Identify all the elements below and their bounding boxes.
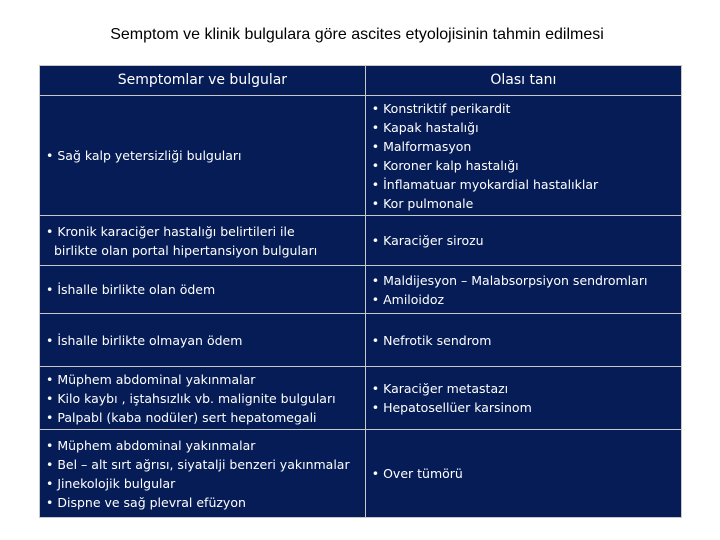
diagnosis-item: • Kor pulmonale (371, 195, 474, 211)
symptom-item: birlikte olan portal hipertansiyon bulguları (54, 242, 318, 258)
table-row (40, 430, 682, 518)
diagnosis-cell (365, 216, 681, 266)
symptoms-cell (40, 96, 366, 216)
diagnosis-cell (365, 266, 681, 314)
header-symptoms: Semptomlar ve bulgular (40, 66, 366, 96)
diagnosis-item: • Maldijesyon – Malabsorpsiyon sendromları (371, 272, 648, 288)
symptoms-cell (40, 266, 366, 314)
symptom-item: • İshalle birlikte olmayan ödem (46, 332, 243, 348)
diagnosis-item: • Karaciğer metastazı (371, 381, 509, 396)
symptom-item: • Müphem abdominal yakınmalar (46, 437, 256, 453)
diagnosis-item: • Over tümörü (371, 466, 463, 481)
diagnosis-table (39, 65, 682, 518)
symptom-item: • İshalle birlikte olan ödem (46, 282, 216, 297)
diagnosis-cell (365, 314, 681, 367)
symptom-item: • Dispne ve sağ plevral efüzyon (46, 494, 246, 510)
symptoms-cell (40, 367, 366, 430)
diagnosis-item: • Hepatosellüer karsinom (371, 400, 532, 415)
symptom-item: • Palpabl (kaba nodüler) sert hepatomegali (46, 409, 317, 425)
diagnosis-item: • İnflamatuar myokardial hastalıklar (371, 176, 599, 192)
diagnosis-item: • Amiloidoz (371, 291, 445, 307)
table-row (40, 314, 682, 367)
symptoms-cell (40, 216, 366, 266)
symptom-item: • Jinekolojik bulgular (46, 475, 176, 491)
symptom-item: • Kronik karaciğer hastalığı belirtileri ile (46, 223, 295, 239)
diagnosis-item: • Nefrotik sendrom (371, 332, 492, 348)
table-header-row (40, 66, 682, 96)
diagnosis-item: • Konstriktif perikardit (371, 100, 511, 116)
table-row (40, 96, 682, 216)
diagnosis-item: • Koroner kalp hastalığı (371, 157, 519, 173)
diagnosis-cell (365, 430, 681, 518)
diagnosis-item: • Kapak hastalığı (371, 119, 479, 135)
slide-title: Semptom ve klinik bulgulara göre ascites etyolojisinin tahmin edilmesi (110, 26, 604, 43)
symptoms-cell (40, 430, 366, 518)
diagnosis-cell (365, 96, 681, 216)
diagnosis-cell (365, 367, 681, 430)
table-row (40, 216, 682, 266)
diagnosis-item: • Karaciğer sirozu (371, 233, 484, 248)
diagnosis-item: • Malformasyon (371, 138, 472, 154)
symptom-item: • Bel – alt sırt ağrısı, siyatalji benzeri yakınmalar (46, 456, 350, 472)
header-diagnosis: Olası tanı (365, 66, 681, 96)
symptom-item: • Sağ kalp yetersizliği bulguları (46, 148, 242, 163)
symptoms-cell (40, 314, 366, 367)
symptom-item: • Müphem abdominal yakınmalar (46, 371, 256, 387)
table-row (40, 367, 682, 430)
symptom-item: • Kilo kaybı , iştahsızlık vb. malignite bulguları (46, 390, 336, 406)
table-row (40, 266, 682, 314)
